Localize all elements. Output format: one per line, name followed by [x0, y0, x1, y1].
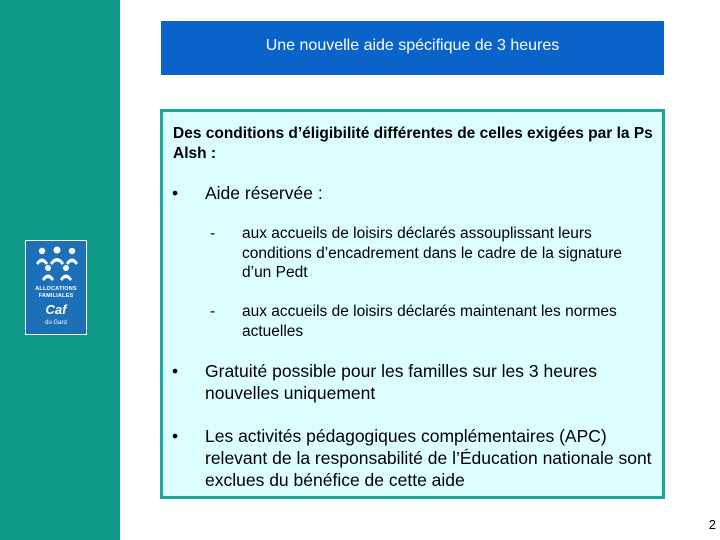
- slide-title-box: [161, 21, 664, 75]
- bullet-marker-3: •: [172, 426, 179, 446]
- logo-department: du Gard: [45, 320, 67, 326]
- bullet-marker-2: •: [172, 361, 179, 381]
- sub-bullet-text-1: aux accueils de loisirs déclarés assouplissant leurs conditions d’encadrement dans le cadre de la signature d’un Pedt: [242, 225, 622, 281]
- bullet-marker-1: •: [172, 183, 179, 203]
- sub-bullet-text-2: aux accueils de loisirs déclarés maintenant les normes actuelles: [242, 303, 617, 340]
- page-number: 2: [708, 517, 716, 532]
- content-heading: Des conditions d’éligibilité différentes de celles exigées par la Ps Alsh :: [173, 125, 653, 162]
- bullet-text-2: Gratuité possible pour les familles sur les 3 heures nouvelles uniquement: [205, 361, 597, 403]
- sub-bullet-marker-1: -: [210, 225, 216, 242]
- family-figures-icon: [32, 245, 82, 283]
- bullet-text-3: Les activités pédagogiques complémentaires (APC) relevant de la responsabilité de l’Éducation nationale sont exclues du bénéfice de cette aide: [205, 426, 652, 490]
- caf-logo: [25, 240, 87, 335]
- sub-bullet-marker-2: -: [210, 303, 216, 320]
- logo-brand: Caf: [45, 302, 67, 317]
- content-box: [160, 109, 665, 499]
- slide-title: Une nouvelle aide spécifique de 3 heures: [265, 37, 560, 54]
- bullet-text-1: Aide réservée :: [205, 183, 323, 203]
- logo-line-familiales: FAMILIALES: [38, 293, 74, 299]
- logo-line-allocations: ALLOCATIONS: [35, 286, 77, 292]
